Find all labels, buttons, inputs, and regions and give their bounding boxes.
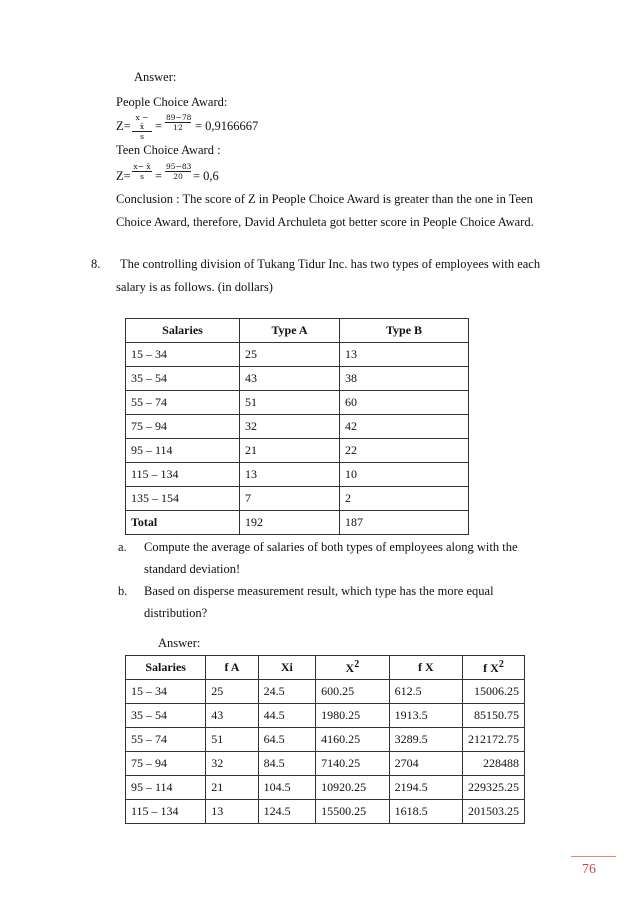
cell-type-b: 60: [340, 391, 469, 415]
subquestion-a-marker: a.: [118, 540, 127, 554]
cell-f-x: 3289.5: [389, 728, 462, 752]
teen-values-numerator: 95−83: [166, 162, 192, 171]
page-number-rule: [571, 856, 616, 857]
cell-salaries: 15 – 34: [126, 343, 240, 367]
teen-equals: =: [155, 169, 163, 183]
cell-salaries: 55 – 74: [126, 391, 240, 415]
teen-z-values: [165, 162, 191, 181]
teen-formula-numerator: x− x̄: [133, 162, 151, 171]
cell-salaries: 55 – 74: [126, 728, 206, 752]
subquestion-b-marker: b.: [118, 584, 128, 598]
cell-salaries: 15 – 34: [126, 680, 206, 704]
header-f-a: f A: [206, 656, 258, 680]
table-row: [126, 367, 469, 391]
header-salaries: Salaries: [126, 319, 240, 343]
people-z-prefix: Z=: [116, 119, 131, 133]
people-choice-label: People Choice Award:: [116, 95, 228, 109]
header-xi: Xi: [258, 656, 316, 680]
teen-values-denominator: 20: [173, 172, 183, 181]
cell-f-x-squared: 85150.75: [463, 704, 525, 728]
cell-f-x: 1618.5: [389, 800, 462, 824]
table-row: [126, 463, 469, 487]
cell-type-b: 13: [340, 343, 469, 367]
people-values-denominator: 12: [173, 123, 183, 132]
cell-f-a: 43: [206, 704, 258, 728]
conclusion-line-1: Conclusion : The score of Z in People Choice Award is greater than the one in Teen: [116, 192, 533, 206]
cell-xi: 124.5: [258, 800, 316, 824]
table-row: [126, 704, 525, 728]
cell-f-x-squared: 228488: [463, 752, 525, 776]
salary-table-header: [126, 319, 469, 343]
teen-choice-label: Teen Choice Award :: [116, 143, 221, 157]
question-line-1: The controlling division of Tukang Tidur Inc. has two types of employees with each: [120, 257, 541, 271]
header-f-x-squared-exponent: 2: [498, 659, 504, 670]
cell-type-a: 21: [240, 439, 340, 463]
cell-type-a: 7: [240, 487, 340, 511]
table-row: [126, 439, 469, 463]
table-row: [126, 391, 469, 415]
cell-f-a: 21: [206, 776, 258, 800]
cell-xi: 104.5: [258, 776, 316, 800]
teen-formula-denominator: s: [140, 172, 144, 181]
answer-label: Answer:: [134, 70, 177, 84]
page-number: 76: [582, 862, 596, 877]
cell-f-a: 13: [206, 800, 258, 824]
cell-salaries: 75 – 94: [126, 752, 206, 776]
cell-type-a: 25: [240, 343, 340, 367]
people-z-formula: [132, 113, 152, 141]
table-row: [126, 487, 469, 511]
cell-f-x: 612.5: [389, 680, 462, 704]
cell-salaries: 115 – 134: [126, 800, 206, 824]
cell-type-b: 22: [340, 439, 469, 463]
cell-type-a: 43: [240, 367, 340, 391]
table-row: [126, 776, 525, 800]
total-type-a: 192: [240, 511, 340, 535]
conclusion-line-2: Choice Award, therefore, David Archuleta got better score in People Choice Award.: [116, 215, 534, 229]
cell-f-x-squared: 201503.25: [463, 800, 525, 824]
cell-salaries: 75 – 94: [126, 415, 240, 439]
cell-salaries: 95 – 114: [126, 776, 206, 800]
cell-type-a: 13: [240, 463, 340, 487]
header-type-b: Type B: [340, 319, 469, 343]
cell-f-x: 2194.5: [389, 776, 462, 800]
cell-xi: 44.5: [258, 704, 316, 728]
question-number: 8.: [91, 257, 101, 271]
cell-salaries: 115 – 134: [126, 463, 240, 487]
cell-x-squared: 600.25: [316, 680, 390, 704]
cell-x-squared: 10920.25: [316, 776, 390, 800]
header-salaries: Salaries: [126, 656, 206, 680]
table-total-row: [126, 511, 469, 535]
header-f-x: f X: [389, 656, 462, 680]
people-formula-denominator: s: [140, 132, 144, 141]
table-row: [126, 415, 469, 439]
cell-salaries: 35 – 54: [126, 704, 206, 728]
cell-salaries: 135 – 154: [126, 487, 240, 511]
answer-label-2: Answer:: [158, 636, 201, 650]
people-z-values: [165, 113, 191, 132]
cell-type-b: 38: [340, 367, 469, 391]
table-row: [126, 680, 525, 704]
teen-z-result: = 0,6: [193, 169, 219, 183]
cell-f-a: 32: [206, 752, 258, 776]
cell-f-a: 25: [206, 680, 258, 704]
cell-type-b: 2: [340, 487, 469, 511]
cell-f-x-squared: 229325.25: [463, 776, 525, 800]
table-row: [126, 343, 469, 367]
salary-table: [125, 318, 469, 535]
people-z-result: = 0,9166667: [195, 119, 259, 133]
people-formula-numerator: x − x̄: [132, 113, 152, 132]
frequency-table: [125, 655, 525, 824]
teen-z-prefix: Z=: [116, 169, 131, 183]
cell-salaries: 95 – 114: [126, 439, 240, 463]
cell-type-b: 10: [340, 463, 469, 487]
header-type-a: Type A: [240, 319, 340, 343]
cell-f-x: 2704: [389, 752, 462, 776]
subquestion-b-line-2: distribution?: [144, 606, 208, 620]
header-f-x-squared-label: f X: [483, 661, 499, 675]
cell-xi: 84.5: [258, 752, 316, 776]
cell-f-x-squared: 15006.25: [463, 680, 525, 704]
people-values-numerator: 89−78: [166, 113, 192, 122]
header-x-squared-exponent: 2: [354, 659, 360, 670]
cell-x-squared: 4160.25: [316, 728, 390, 752]
question-line-2: salary is as follows. (in dollars): [116, 280, 273, 294]
cell-x-squared: 1980.25: [316, 704, 390, 728]
header-f-x-squared: [463, 656, 525, 680]
cell-x-squared: 7140.25: [316, 752, 390, 776]
cell-type-a: 32: [240, 415, 340, 439]
cell-x-squared: 15500.25: [316, 800, 390, 824]
total-type-b: 187: [340, 511, 469, 535]
header-x-squared-label: X: [345, 661, 355, 675]
cell-xi: 64.5: [258, 728, 316, 752]
total-label: Total: [126, 511, 240, 535]
table-row: [126, 800, 525, 824]
people-equals: =: [155, 119, 163, 133]
table-row: [126, 752, 525, 776]
subquestion-a-line-2: standard deviation!: [144, 562, 241, 576]
subquestion-a-line-1: Compute the average of salaries of both types of employees along with the: [144, 540, 518, 554]
cell-f-x-squared: 212172.75: [463, 728, 525, 752]
cell-salaries: 35 – 54: [126, 367, 240, 391]
cell-type-a: 51: [240, 391, 340, 415]
cell-f-a: 51: [206, 728, 258, 752]
cell-type-b: 42: [340, 415, 469, 439]
teen-z-formula: [132, 162, 152, 181]
frequency-table-header: [126, 656, 525, 680]
subquestion-b-line-1: Based on disperse measurement result, which type has the more equal: [144, 584, 494, 598]
cell-xi: 24.5: [258, 680, 316, 704]
table-row: [126, 728, 525, 752]
header-x-squared: [316, 656, 390, 680]
cell-f-x: 1913.5: [389, 704, 462, 728]
